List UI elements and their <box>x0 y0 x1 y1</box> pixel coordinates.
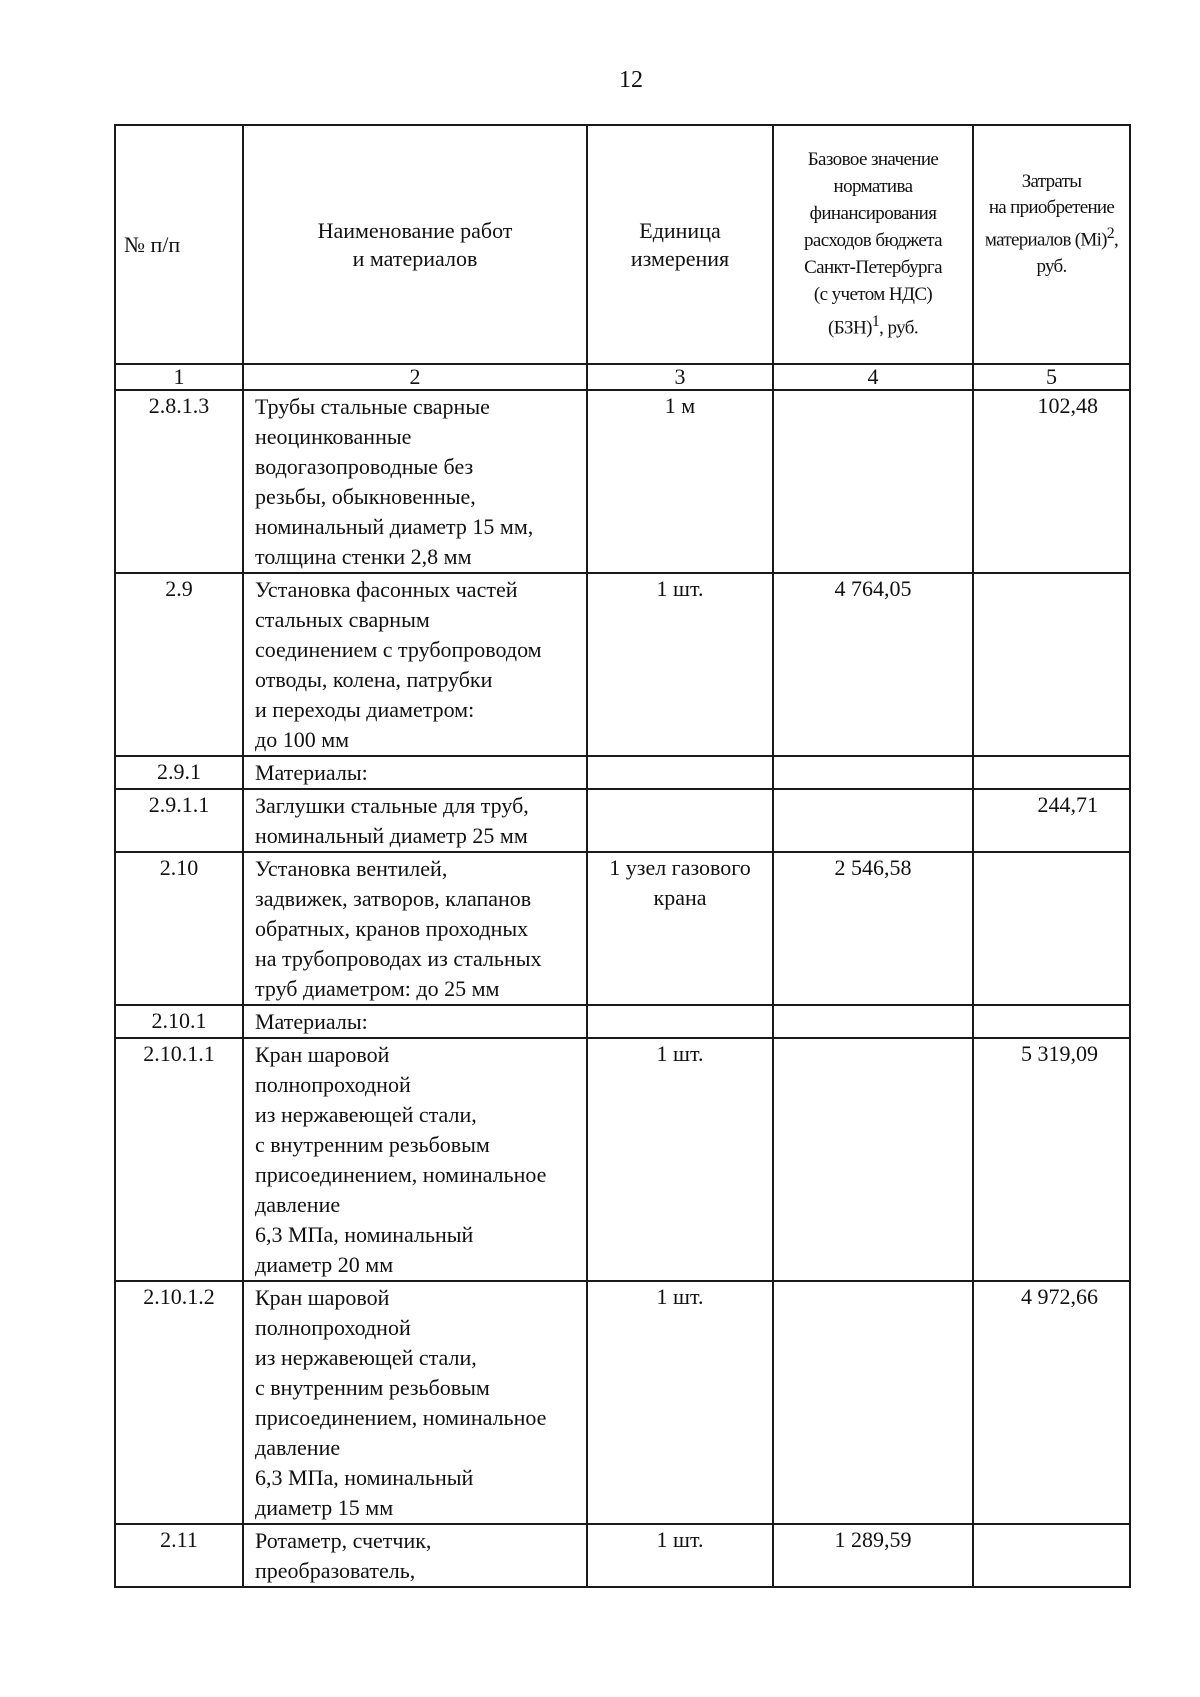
row-unit-line: 1 м <box>664 393 696 418</box>
row-name <box>243 852 587 1005</box>
row-unit-line: 1 шт. <box>656 1527 704 1552</box>
row-unit <box>587 852 773 1005</box>
row-material-cost: 5 319,09 <box>973 1038 1130 1281</box>
row-name <box>243 1281 587 1524</box>
row-name-line: на трубопроводах из стальных <box>255 946 542 971</box>
header-base-abbr: (БЗН) <box>828 317 872 339</box>
row-unit <box>587 1281 773 1524</box>
row-material-cost: 244,71 <box>973 789 1130 852</box>
row-name-line: номинальный диаметр 15 мм, <box>255 514 534 539</box>
header-base <box>773 125 973 364</box>
table-row <box>115 756 1130 789</box>
row-unit <box>587 789 773 852</box>
row-base-value <box>773 1281 973 1524</box>
row-base-value: 2 546,58 <box>773 852 973 1005</box>
header-base-line: финансирования <box>809 202 937 224</box>
row-name-line: Кран шаровой <box>255 1285 390 1310</box>
table-row <box>115 390 1130 573</box>
row-name-line: полнопроходной <box>255 1072 411 1097</box>
table-row <box>115 573 1130 756</box>
row-material-cost: 102,48 <box>973 390 1130 573</box>
header-base-line: (с учетом НДС) <box>813 283 933 305</box>
row-name-line: Материалы: <box>255 760 368 785</box>
row-name-line: из нержавеющей стали, <box>255 1102 477 1127</box>
row-name-line: номинальный диаметр 25 мм <box>255 823 528 848</box>
row-unit-line: 1 шт. <box>656 576 704 601</box>
header-base-line: Базовое значение <box>807 148 939 170</box>
header-unit <box>587 125 773 364</box>
row-name-line: Установка вентилей, <box>255 856 448 881</box>
header-unit-line: измерения <box>630 245 730 271</box>
row-name-line: Трубы стальные сварные <box>255 394 490 419</box>
header-base-line-last <box>775 308 971 341</box>
row-unit <box>587 1005 773 1038</box>
row-base-value <box>773 756 973 789</box>
row-base-value: 4 764,05 <box>773 573 973 756</box>
page-number: 12 <box>619 67 643 93</box>
header-base-line: норматива <box>833 175 913 197</box>
row-name-line: присоединением, номинальное <box>255 1405 547 1430</box>
footnote-1-mark: 1 <box>871 312 880 330</box>
row-name-line: Заглушки стальные для труб, <box>255 793 529 818</box>
row-name-line: стальных сварным <box>255 607 430 632</box>
row-unit-line: 1 шт. <box>656 1284 704 1309</box>
row-name-line: труб диаметром: до 25 мм <box>255 976 500 1001</box>
row-base-value <box>773 390 973 573</box>
row-name-line: 6,3 МПа, номинальный <box>255 1465 474 1490</box>
row-unit <box>587 1038 773 1281</box>
footnote-2-mark: 2 <box>1106 225 1115 243</box>
row-name-line: толщина стенки 2,8 мм <box>255 544 472 569</box>
row-unit <box>587 756 773 789</box>
row-name-line: Кран шаровой <box>255 1042 390 1067</box>
row-name-line: давление <box>255 1435 341 1460</box>
row-name-line: с внутренним резьбовым <box>255 1375 490 1400</box>
row-base-value <box>773 1005 973 1038</box>
header-name-line: и материалов <box>352 245 478 271</box>
row-number: 2.9.1.1 <box>115 789 243 852</box>
row-unit <box>587 390 773 573</box>
header-cost-line-3 <box>975 221 1128 253</box>
row-name-line: присоединением, номинальное <box>255 1162 547 1187</box>
row-name-line: Ротаметр, счетчик, <box>255 1528 432 1553</box>
row-name-line: задвижек, затворов, клапанов <box>255 886 532 911</box>
header-num <box>115 125 243 364</box>
row-name <box>243 390 587 573</box>
table-row <box>115 852 1130 1005</box>
row-name-line: Материалы: <box>255 1009 368 1034</box>
row-unit-line: крана <box>653 885 707 910</box>
row-base-value <box>773 789 973 852</box>
column-index: 3 <box>587 364 773 390</box>
header-base-unit: , руб. <box>879 317 918 339</box>
row-unit <box>587 1524 773 1587</box>
column-index: 5 <box>973 364 1130 390</box>
row-number: 2.11 <box>115 1524 243 1587</box>
row-name <box>243 789 587 852</box>
row-name-line: обратных, кранов проходных <box>255 916 529 941</box>
header-cost-line: руб. <box>1036 255 1067 277</box>
row-name-line: преобразователь, <box>255 1558 416 1583</box>
row-name-line: неоцинкованные <box>255 424 412 449</box>
header-num-label: № п/п <box>124 231 181 257</box>
column-index-row <box>115 364 1130 390</box>
row-name-line: соединением с трубопроводом <box>255 637 542 662</box>
row-number: 2.8.1.3 <box>115 390 243 573</box>
table-row <box>115 1038 1130 1281</box>
row-material-cost: 4 972,66 <box>973 1281 1130 1524</box>
column-index: 4 <box>773 364 973 390</box>
row-material-cost <box>973 1005 1130 1038</box>
row-unit <box>587 573 773 756</box>
row-number: 2.9 <box>115 573 243 756</box>
header-base-line: Санкт-Петербурга <box>804 256 942 278</box>
row-name <box>243 756 587 789</box>
header-cost-comma: , <box>1114 229 1119 251</box>
row-name-line: до 100 мм <box>255 727 350 752</box>
table-row <box>115 789 1130 852</box>
row-unit-line: 1 узел газового <box>609 855 751 880</box>
header-cost-line: Затраты <box>1021 171 1082 193</box>
header-base-line: расходов бюджета <box>804 229 942 251</box>
header-row <box>115 125 1130 364</box>
row-number: 2.9.1 <box>115 756 243 789</box>
row-name-line: резьбы, обыкновенные, <box>255 484 476 509</box>
row-number: 2.10.1.2 <box>115 1281 243 1524</box>
row-base-value: 1 289,59 <box>773 1524 973 1587</box>
row-name <box>243 573 587 756</box>
row-material-cost <box>973 756 1130 789</box>
row-number: 2.10.1.1 <box>115 1038 243 1281</box>
header-cost <box>973 125 1130 364</box>
row-name-line: отводы, колена, патрубки <box>255 667 493 692</box>
header-name <box>243 125 587 364</box>
row-number: 2.10.1 <box>115 1005 243 1038</box>
row-unit-line: 1 шт. <box>656 1041 704 1066</box>
header-name-line: Наименование работ <box>317 217 513 243</box>
table-row <box>115 1005 1130 1038</box>
table-row <box>115 1281 1130 1524</box>
row-number: 2.10 <box>115 852 243 1005</box>
table-body <box>115 390 1130 1587</box>
header-cost-mi: материалов (Mi) <box>984 229 1107 251</box>
norms-table <box>114 124 1131 1588</box>
row-name <box>243 1005 587 1038</box>
table-row <box>115 1524 1130 1587</box>
row-material-cost <box>973 573 1130 756</box>
row-base-value <box>773 1038 973 1281</box>
header-unit-line: Единица <box>639 217 721 243</box>
row-name-line: из нержавеющей стали, <box>255 1345 477 1370</box>
row-name-line: диаметр 20 мм <box>255 1252 394 1277</box>
row-name-line: водогазопроводные без <box>255 454 474 479</box>
row-name-line: Установка фасонных частей <box>255 577 518 602</box>
row-name <box>243 1524 587 1587</box>
row-name-line: полнопроходной <box>255 1315 411 1340</box>
row-material-cost <box>973 1524 1130 1587</box>
row-name-line: давление <box>255 1192 341 1217</box>
row-name-line: с внутренним резьбовым <box>255 1132 490 1157</box>
column-index: 1 <box>115 364 243 390</box>
row-name <box>243 1038 587 1281</box>
row-name-line: диаметр 15 мм <box>255 1495 394 1520</box>
row-material-cost <box>973 852 1130 1005</box>
header-cost-line: на приобретение <box>988 197 1115 219</box>
row-name-line: 6,3 МПа, номинальный <box>255 1222 474 1247</box>
row-name-line: и переходы диаметром: <box>255 697 475 722</box>
column-index: 2 <box>243 364 587 390</box>
